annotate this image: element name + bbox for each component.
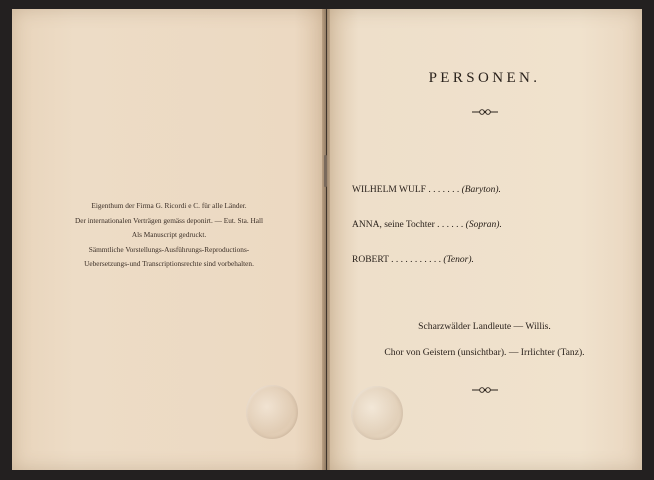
ornament-divider-icon — [327, 104, 642, 114]
left-page — [12, 9, 326, 470]
copyright-line: Als Manuscript gedruckt. — [131, 230, 207, 240]
book-spine — [322, 9, 330, 470]
copyright-line: Der internationalen Verträgen gemäss deponirt. — Eut. Sta. Hall — [74, 215, 264, 225]
role-name: WILHELM WULF — [352, 185, 426, 195]
blind-stamp-emboss — [351, 386, 403, 440]
role-name: ANNA, seine Tochter — [352, 220, 435, 230]
role-voice: (Sopran). — [465, 220, 502, 230]
role-dots: . . . . . . . . . . . — [391, 255, 441, 265]
copyright-line: Uebersetzungs-und Transcriptionsrechte sind vorbehalten. — [84, 259, 254, 269]
role-voice: (Tenor). — [443, 255, 474, 265]
binding-stitch — [324, 155, 327, 187]
blind-stamp-emboss — [246, 385, 298, 439]
cast-entry — [352, 255, 474, 265]
chorus-line: Scharzwälder Landleute — Willis. — [418, 321, 551, 332]
chorus-line: Chor von Geistern (unsichtbar). — Irrlichter (Tanz). — [384, 347, 585, 358]
page-title: PERSONEN. — [428, 70, 541, 86]
copyright-notice — [12, 199, 326, 272]
cast-entry — [352, 220, 502, 230]
role-voice: (Baryton). — [461, 185, 501, 195]
role-dots: . . . . . . . — [428, 185, 460, 195]
right-page — [327, 9, 642, 470]
role-name: ROBERT — [352, 255, 389, 265]
cast-entry — [352, 185, 501, 195]
copyright-line: Sämmtliche Vorstellungs-Ausführungs-Reproductions- — [88, 244, 250, 254]
role-dots: . . . . . . — [437, 220, 464, 230]
copyright-line: Eigenthum der Firma G. Ricordi e C. für alle Länder. — [91, 201, 247, 210]
